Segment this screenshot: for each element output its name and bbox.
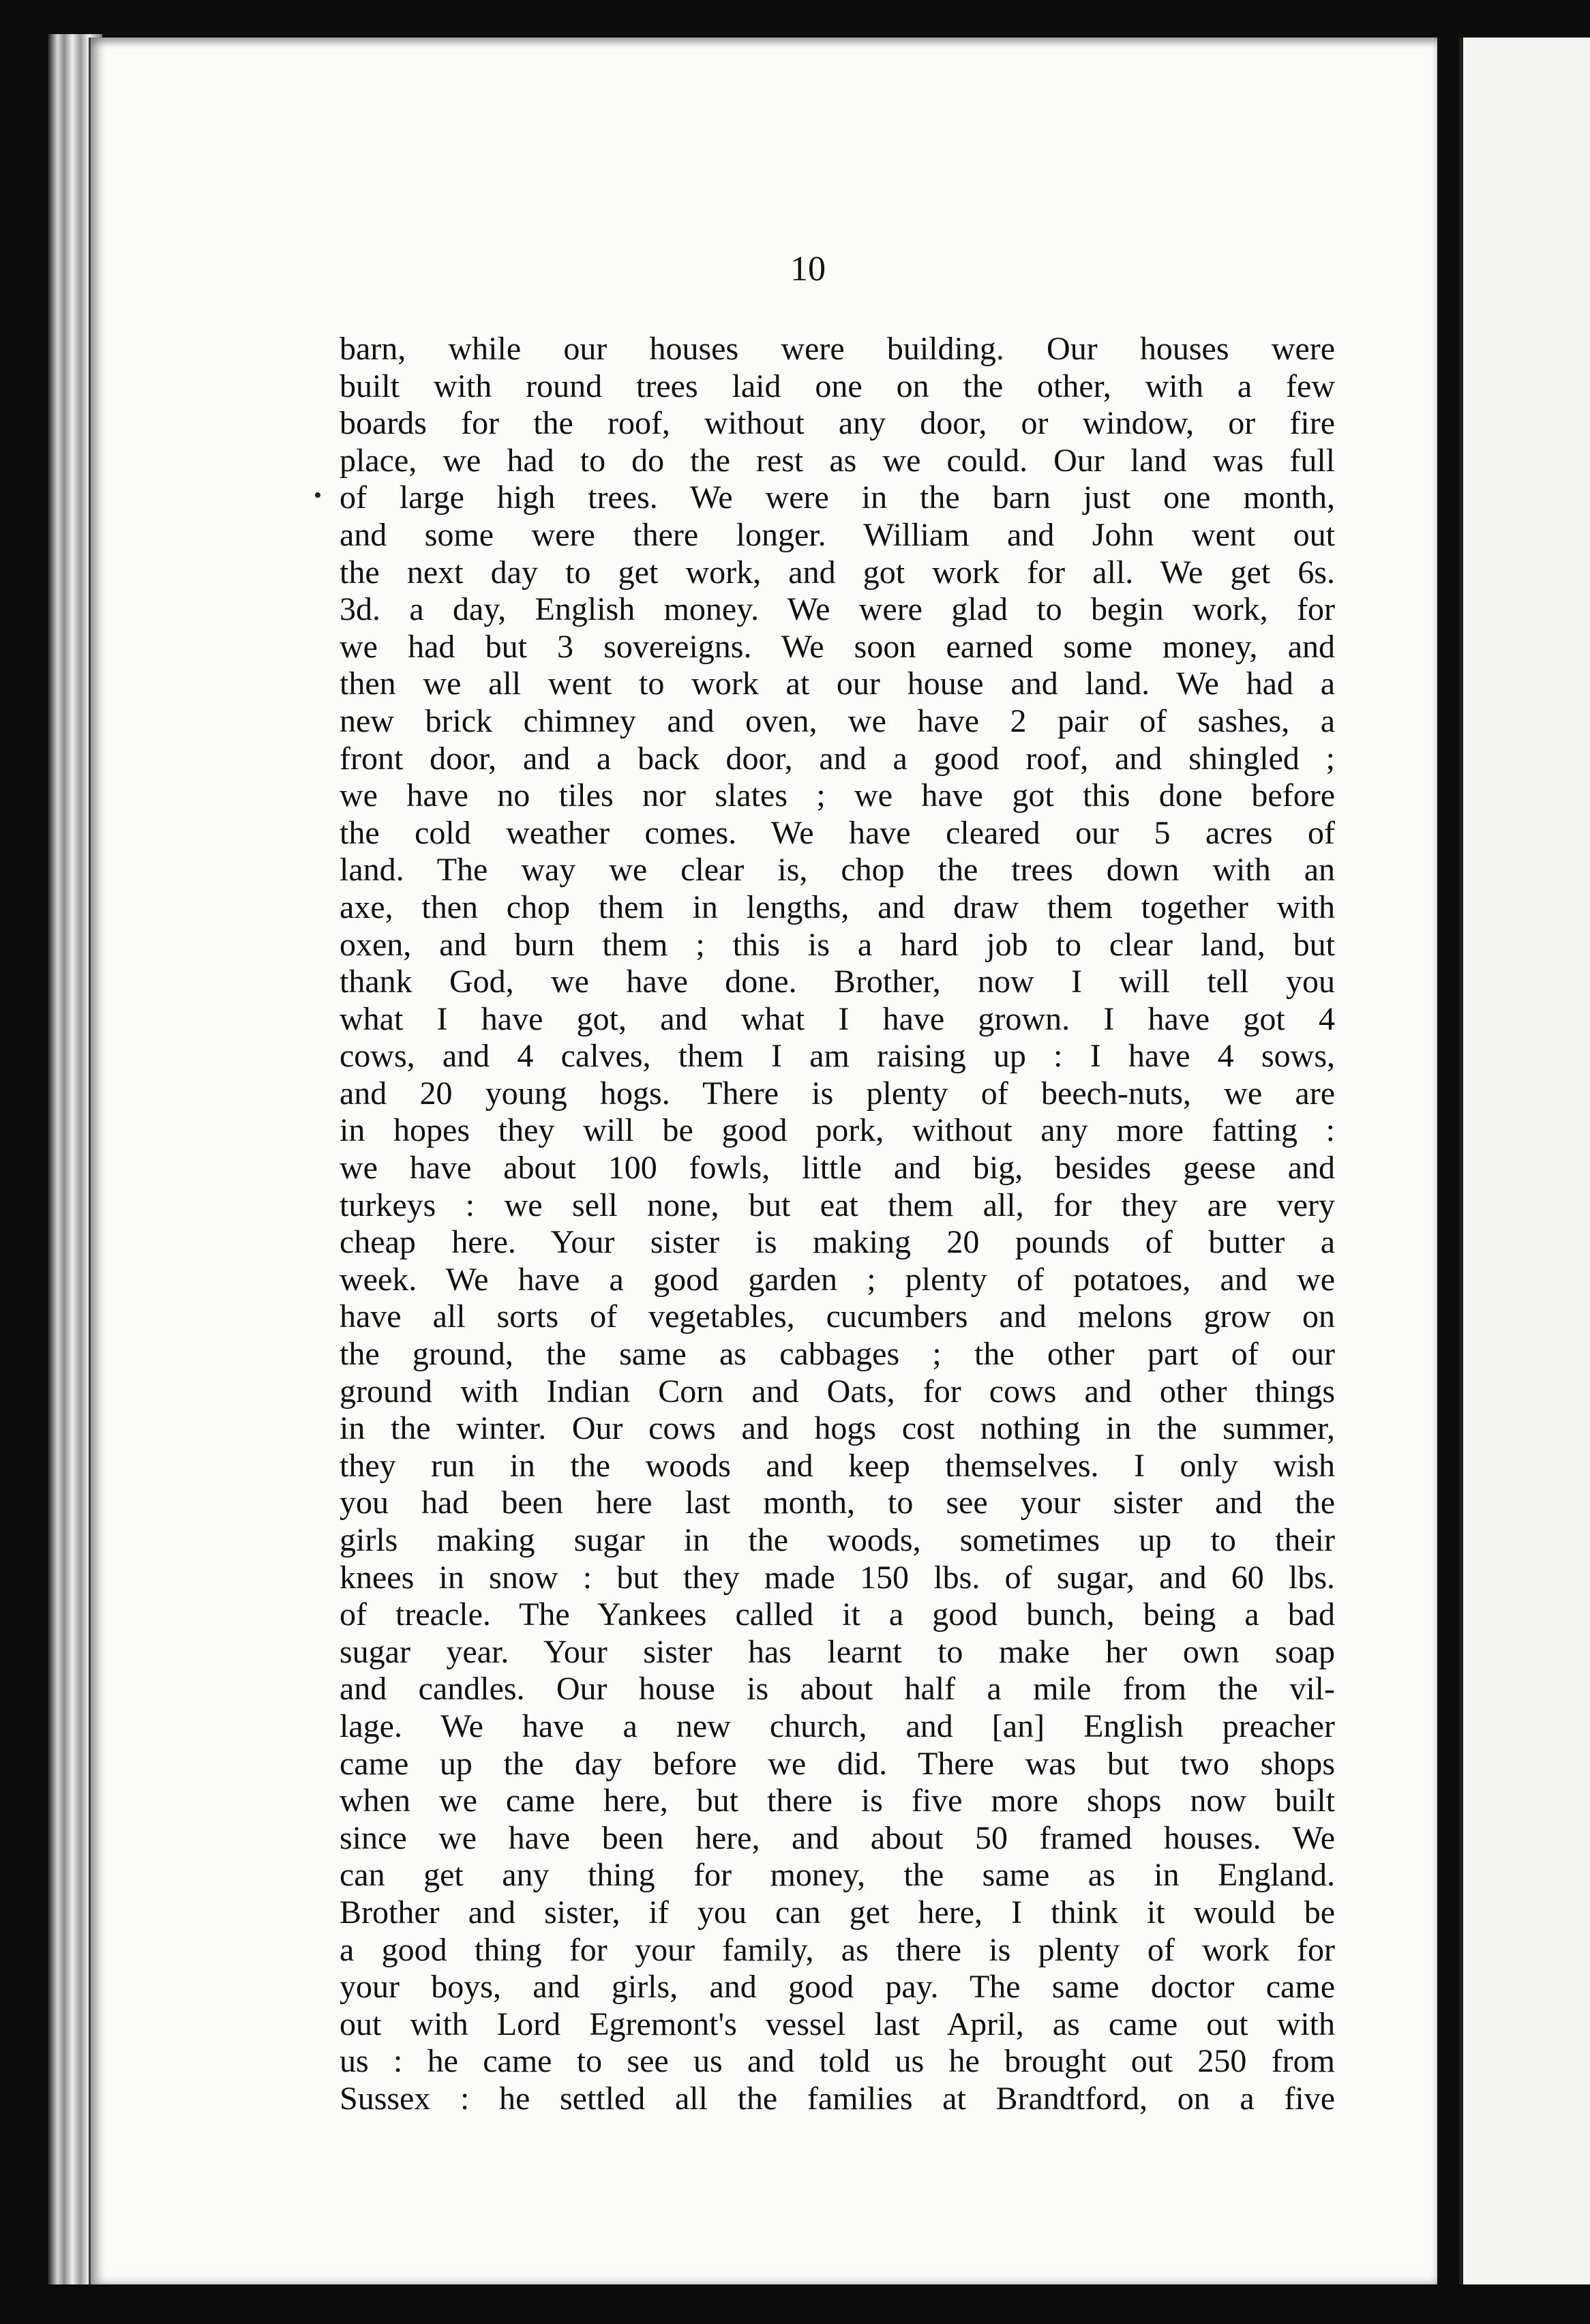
text-line: when we came here, but there is five more shops now built <box>340 1783 1335 1819</box>
text-line: and candles. Our house is about half a mile from the vil- <box>340 1671 1335 1708</box>
text-line: the cold weather comes. We have cleared our 5 acres of <box>340 814 1335 851</box>
text-line: have all sorts of vegetables, cucumbers and melons grow on <box>340 1298 1335 1335</box>
adjacent-page-edge <box>1459 38 1590 2284</box>
text-line: week. We have a good garden ; plenty of potatoes, and we <box>340 1261 1335 1298</box>
text-line: lage. We have a new church, and [an] English preacher <box>340 1708 1335 1744</box>
text-line: can get any thing for money, the same as in England. <box>340 1857 1335 1894</box>
text-line: your boys, and girls, and good pay. The same doctor came <box>340 1969 1335 2006</box>
text-line: the ground, the same as cabbages ; the other part of our <box>340 1336 1335 1373</box>
text-line: knees in snow : but they made 150 lbs. of sugar, and 60 lbs. <box>340 1559 1335 1596</box>
text-line: a good thing for your family, as there is plenty of work for <box>340 1931 1335 1968</box>
text-line: we have no tiles nor slates ; we have got this done before <box>340 777 1335 814</box>
text-line: 3d. a day, English money. We were glad to begin work, for <box>340 591 1335 628</box>
page-number: 10 <box>790 250 826 288</box>
text-line: sugar year. Your sister has learnt to make her own soap <box>340 1633 1335 1670</box>
text-line: us : he came to see us and told us he brought out 250 from <box>340 2043 1335 2080</box>
text-line: in the winter. Our cows and hogs cost nothing in the summer, <box>340 1410 1335 1447</box>
text-line: boards for the roof, without any door, or window, or fire <box>340 405 1335 442</box>
text-line: they run in the woods and keep themselves. I only wish <box>340 1447 1335 1484</box>
text-line: and some were there longer. William and John went out <box>340 516 1335 553</box>
text-line: you had been here last month, to see your sister and the <box>340 1485 1335 1521</box>
text-line: we had but 3 sovereigns. We soon earned some money, and <box>340 628 1335 665</box>
text-line: cows, and 4 calves, them I am raising up : I have 4 sows, <box>340 1038 1335 1075</box>
text-line: out with Lord Egremont's vessel last April, as came out with <box>340 2006 1335 2042</box>
text-line: thank God, we have done. Brother, now I will tell you <box>340 964 1335 1000</box>
text-line: place, we had to do the rest as we could. Our land was full <box>340 442 1335 479</box>
text-line: barn, while our houses were building. Our houses were <box>340 331 1335 367</box>
text-line: turkeys : we sell none, but eat them all, for they are very <box>340 1187 1335 1223</box>
text-line: of large high trees. We were in the barn just one month, <box>340 479 1335 516</box>
text-line: and 20 young hogs. There is plenty of beech-nuts, we are <box>340 1075 1335 1112</box>
text-line: built with round trees laid one on the other, with a few <box>340 368 1335 404</box>
ink-speck <box>315 492 320 498</box>
body-text <box>340 331 1335 2118</box>
text-line: came up the day before we did. There was but two shops <box>340 1745 1335 1782</box>
text-line: oxen, and burn them ; this is a hard job to clear land, but <box>340 926 1335 963</box>
text-line: axe, then chop them in lengths, and draw them together with <box>340 889 1335 925</box>
text-line: girls making sugar in the woods, sometimes up to their <box>340 1522 1335 1558</box>
text-line: the next day to get work, and got work for all. We get 6s. <box>340 554 1335 591</box>
text-line: we have about 100 fowls, little and big, besides geese and <box>340 1150 1335 1187</box>
text-line: new brick chimney and oven, we have 2 pair of sashes, a <box>340 702 1335 739</box>
text-line: land. The way we clear is, chop the trees down with an <box>340 852 1335 889</box>
text-line: Brother and sister, if you can get here, I think it would be <box>340 1894 1335 1931</box>
text-line: front door, and a back door, and a good roof, and shingled ; <box>340 740 1335 777</box>
text-line: of treacle. The Yankees called it a good bunch, being a bad <box>340 1596 1335 1633</box>
text-line: ground with Indian Corn and Oats, for cows and other things <box>340 1373 1335 1410</box>
text-line: what I have got, and what I have grown. I have got 4 <box>340 1000 1335 1037</box>
text-line: in hopes they will be good pork, without any more fatting : <box>340 1112 1335 1149</box>
text-line: Sussex : he settled all the families at Brandtford, on a five <box>340 2080 1335 2117</box>
text-line: cheap here. Your sister is making 20 pounds of butter a <box>340 1224 1335 1261</box>
text-line: since we have been here, and about 50 framed houses. We <box>340 1819 1335 1856</box>
text-line: then we all went to work at our house and land. We had a <box>340 666 1335 702</box>
